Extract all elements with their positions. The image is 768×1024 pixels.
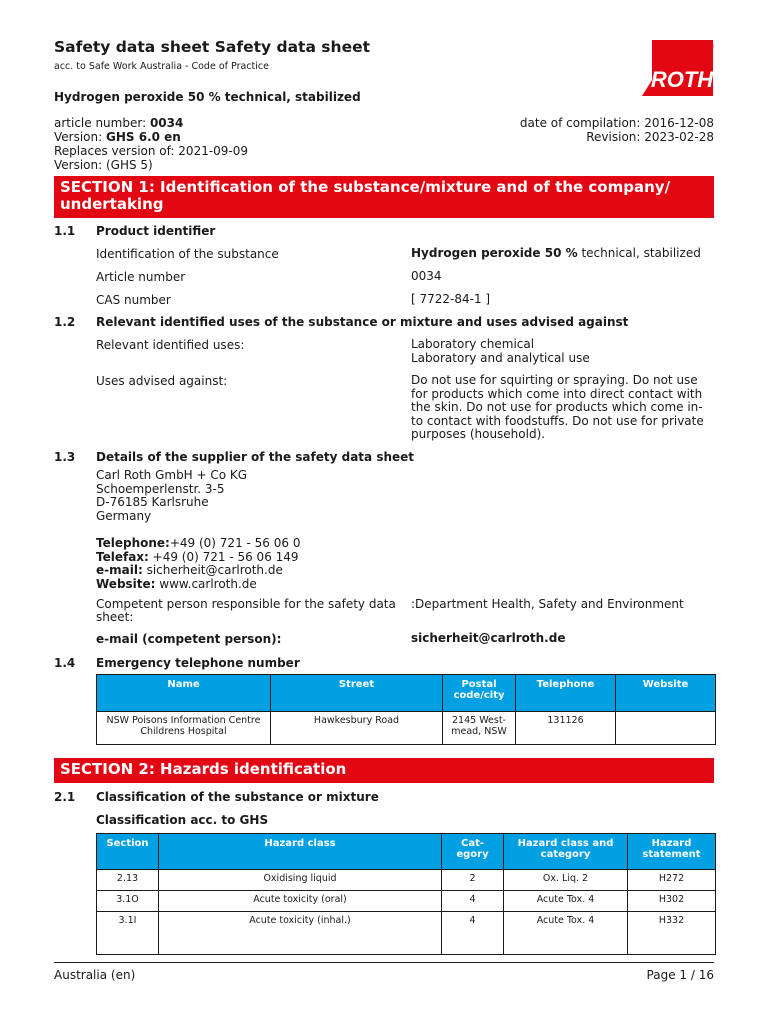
substance-name: Hydrogen peroxide 50 % xyxy=(411,246,578,260)
article-number-value: 0034 xyxy=(411,269,442,283)
version: GHS 6.0 en xyxy=(106,130,181,144)
column-header-section: Section xyxy=(97,834,159,870)
table-row xyxy=(97,712,716,745)
table-cell: NSW Poisons Information Centre Childrens Hospital xyxy=(97,712,271,745)
supplier-contact xyxy=(96,537,300,591)
company-name: Carl Roth GmbH + Co KG xyxy=(96,468,248,482)
table-cell: 2.13 xyxy=(97,870,159,891)
subsection-1-4-number: 1.4 xyxy=(54,656,76,670)
company-street: Schoemperlenstr. 3-5 xyxy=(96,481,225,496)
table-cell: 3.1I xyxy=(97,912,159,955)
subsection-2-1-title: Classification of the substance or mixture xyxy=(96,790,379,804)
footer-divider xyxy=(54,962,714,963)
table-cell: H272 xyxy=(628,870,716,891)
section-2-header: SECTION 2: Hazards identification xyxy=(54,758,714,783)
telephone-line xyxy=(96,537,300,551)
document-meta-right xyxy=(520,116,714,144)
table-cell xyxy=(616,712,716,745)
substance-name-rest: technical, stabilized xyxy=(577,246,701,260)
emergency-contacts-table xyxy=(96,674,716,745)
document-subtitle: acc. to Safe Work Australia - Code of Practice xyxy=(54,61,269,72)
table-cell: 3.1O xyxy=(97,891,159,912)
advised-against-line: purposes (household). xyxy=(411,427,546,441)
telephone-label: Telephone: xyxy=(96,536,170,550)
website-label: Website: xyxy=(96,576,156,591)
column-header-hazard-class-category: Hazard class and category xyxy=(504,834,628,870)
section-1-header: SECTION 1: Identification of the substance/mixture and of the company/ undertaking xyxy=(54,176,714,218)
table-cell: Hawkesbury Road xyxy=(271,712,443,745)
table-cell: H332 xyxy=(628,912,716,955)
advised-against-line: the skin. Do not use for products which come in- xyxy=(411,400,703,414)
table-cell: H302 xyxy=(628,891,716,912)
email-line xyxy=(96,564,300,578)
table-row xyxy=(97,912,716,955)
email-link[interactable]: sicherheit@carlroth.de xyxy=(142,563,283,577)
table-cell: Ox. Liq. 2 xyxy=(504,870,628,891)
subsection-1-1-title: Product identifier xyxy=(96,224,216,238)
table-cell: Acute toxicity (inhal.) xyxy=(159,912,442,955)
column-header-hazard-class: Hazard class xyxy=(159,834,442,870)
logo-text: ROTH xyxy=(650,67,714,92)
advised-against-line: Do not use for squirting or spraying. Do not use xyxy=(411,373,698,387)
article-number-line xyxy=(54,116,248,130)
competent-person-label-line: Competent person responsible for the safety data xyxy=(96,597,396,611)
advised-against-line: to contact with foodstuffs. Do not use for private xyxy=(411,413,704,428)
identification-value xyxy=(411,247,714,261)
registered-mark: ® xyxy=(708,42,714,51)
competent-person-value: :Department Health, Safety and Environment xyxy=(411,597,684,611)
website-line xyxy=(96,578,300,592)
table-row xyxy=(97,870,716,891)
company-country: Germany xyxy=(96,508,152,523)
roth-logo xyxy=(642,40,713,96)
company-city: D-76185 Karlsruhe xyxy=(96,495,209,509)
identified-uses-label: Relevant identified uses: xyxy=(96,338,245,352)
article-number: 0034 xyxy=(149,116,184,130)
document-title: Safety data sheet Safety data sheet xyxy=(54,38,371,56)
table-cell: 131126 xyxy=(516,712,616,745)
column-header-hazard-statement: Hazard statement xyxy=(628,834,716,870)
table-cell: Acute toxicity (oral) xyxy=(159,891,442,912)
column-header-category: Cat-egory xyxy=(442,834,504,870)
date-of-compilation: date of compilation: 2016-12-08 xyxy=(519,116,714,130)
table-row xyxy=(97,891,716,912)
subsection-2-1-number: 2.1 xyxy=(54,790,76,804)
replaces-version: Replaces version of: 2021-09-09 xyxy=(54,144,249,158)
subsection-1-3-title: Details of the supplier of the safety data sheet xyxy=(96,450,415,464)
identified-use-2: Laboratory and analytical use xyxy=(411,350,590,365)
column-header-postal: Postal code/city xyxy=(443,675,516,712)
table-cell: 4 xyxy=(442,912,504,955)
revision-date: Revision: 2023-02-28 xyxy=(586,130,714,144)
table-cell: 4 xyxy=(442,891,504,912)
classification-subtitle: Classification acc. to GHS xyxy=(96,813,269,827)
document-meta-left xyxy=(54,116,248,172)
cas-number-value: [ 7722-84-1 ] xyxy=(411,292,491,306)
telefax-line xyxy=(96,551,300,565)
ghs-classification-table xyxy=(96,833,716,955)
table-cell: 2145 West-mead, NSW xyxy=(443,712,516,745)
version-label: Version: xyxy=(54,130,103,144)
competent-email-label: e-mail (competent person): xyxy=(96,632,282,646)
footer-locale: Australia (en) xyxy=(54,968,136,982)
uses-advised-against-value xyxy=(411,374,714,442)
identified-use-1: Laboratory chemical xyxy=(411,337,535,351)
competent-person-label xyxy=(96,598,396,624)
supplier-address xyxy=(96,469,247,523)
website-link[interactable]: www.carlroth.de xyxy=(155,576,257,591)
column-header-street: Street xyxy=(271,675,443,712)
footer-page-number: Page 1 / 16 xyxy=(646,968,714,982)
subsection-1-3-number: 1.3 xyxy=(54,450,76,464)
column-header-name: Name xyxy=(97,675,271,712)
advised-against-line: for products which come into direct contact with xyxy=(411,386,703,401)
competent-person-label-line: sheet: xyxy=(96,610,134,624)
table-cell: Acute Tox. 4 xyxy=(504,912,628,955)
article-number-label-row: Article number xyxy=(96,270,186,284)
identification-label: Identification of the substance xyxy=(96,247,279,261)
table-cell: Acute Tox. 4 xyxy=(504,891,628,912)
subsection-1-4-title: Emergency telephone number xyxy=(96,656,300,670)
subsection-1-2-title: Relevant identified uses of the substance or mixture and uses advised against xyxy=(96,315,629,329)
subsection-1-2-number: 1.2 xyxy=(54,315,76,329)
version-line xyxy=(54,130,248,144)
uses-advised-against-label: Uses advised against: xyxy=(96,374,228,388)
telephone-number: +49 (0) 721 - 56 06 0 xyxy=(169,536,301,550)
telefax-number: +49 (0) 721 - 56 06 149 xyxy=(148,549,299,564)
table-cell: Oxidising liquid xyxy=(159,870,442,891)
telefax-label: Telefax: xyxy=(96,549,149,564)
product-title: Hydrogen peroxide 50 % technical, stabilized xyxy=(54,90,361,104)
identified-uses-value xyxy=(411,338,714,365)
version-ghs: Version: (GHS 5) xyxy=(54,158,153,172)
article-number-label: article number: xyxy=(54,116,147,130)
subsection-1-1-number: 1.1 xyxy=(54,224,76,238)
competent-email-value[interactable]: sicherheit@carlroth.de xyxy=(411,631,566,645)
cas-number-label: CAS number xyxy=(96,293,171,307)
table-cell: 2 xyxy=(442,870,504,891)
email-label: e-mail: xyxy=(96,563,143,577)
column-header-website: Website xyxy=(616,675,716,712)
column-header-telephone: Telephone xyxy=(516,675,616,712)
